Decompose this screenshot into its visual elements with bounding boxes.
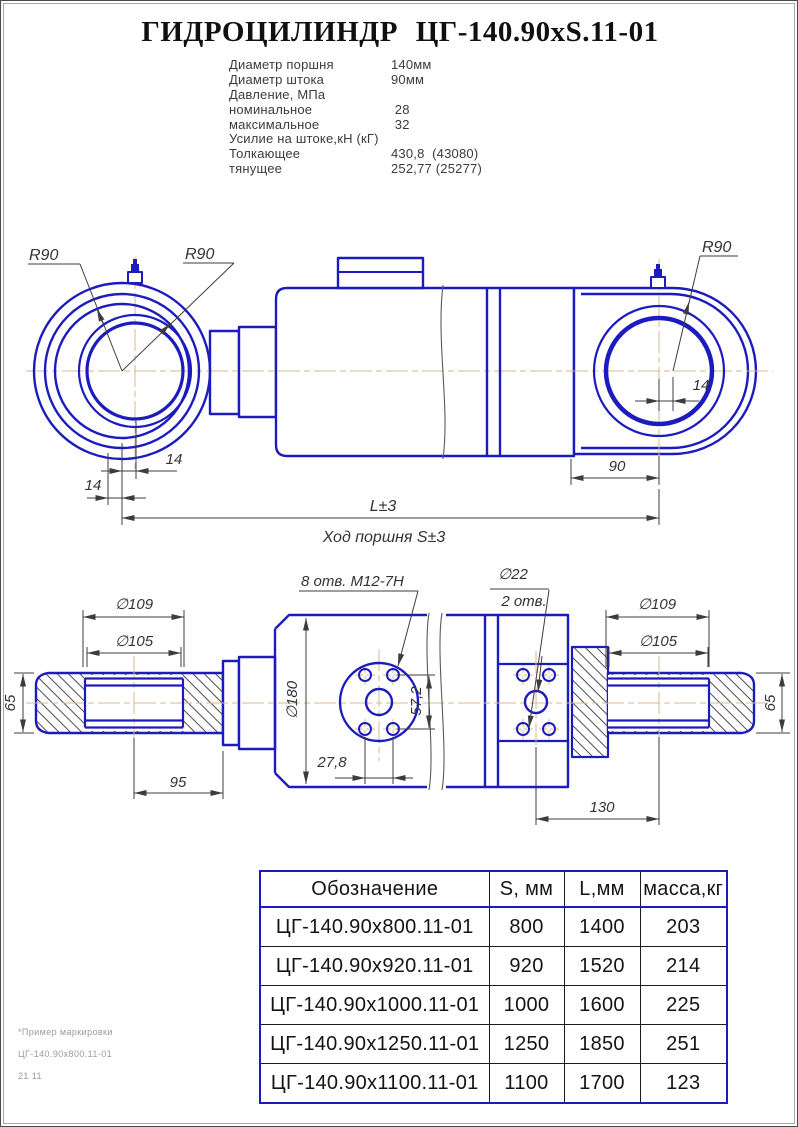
table-cell: ЦГ-140.90x1100.11-01	[260, 1064, 489, 1104]
grease-fitting-left-nipple	[133, 259, 137, 265]
table-row	[260, 907, 727, 947]
section-view-break-lines	[427, 613, 444, 790]
table-cell: 1400	[564, 907, 640, 947]
rod-neck-collar	[210, 331, 239, 414]
spec-value: 32	[391, 116, 410, 132]
table-cell: ЦГ-140.90x1000.11-01	[260, 986, 489, 1025]
dim-stroke-label: Ход поршня S±3	[322, 529, 446, 546]
marking-note-line: *Пример маркировки	[18, 1027, 113, 1037]
dim-65-left: 65	[2, 694, 19, 712]
spec-value: 28	[391, 101, 410, 117]
dim-d109-right: ∅109	[637, 596, 677, 613]
table-cell: 1600	[564, 986, 640, 1025]
grease-fitting-right-cap	[654, 269, 662, 278]
dim-length-label: L±3	[369, 498, 397, 515]
dim-57-2: 57,2	[408, 686, 425, 716]
table-cell: ЦГ-140.90x920.11-01	[260, 947, 489, 986]
table-cell: 203	[640, 907, 727, 947]
dim-d180: ∅180	[284, 680, 301, 720]
table-cell: 214	[640, 947, 727, 986]
spec-value: 430,8 (43080)	[391, 146, 479, 162]
dim-d105-right: ∅105	[638, 633, 678, 650]
rod-neck-spacer	[239, 327, 276, 417]
table-cell: 1520	[564, 947, 640, 986]
table-row	[260, 986, 727, 1025]
top-view-outline	[210, 258, 756, 456]
label-bolt-holes: 8 отв. М12-7Н	[301, 573, 404, 590]
table-cell: 225	[640, 986, 727, 1025]
size-table	[259, 870, 728, 1104]
table-cell: 1250	[489, 1025, 564, 1064]
dim-r90-left-outer-label: R90	[29, 247, 59, 264]
spec-value: 90мм	[391, 71, 425, 87]
dim-130: 130	[589, 799, 615, 816]
spec-label: тянущее	[229, 161, 283, 177]
dim-14-right-label: 14	[692, 377, 710, 394]
dim-r90-right-label: R90	[702, 239, 732, 256]
dim-95: 95	[169, 774, 187, 791]
grease-fitting-right	[651, 277, 665, 288]
spec-value: 252,77 (25277)	[391, 161, 482, 177]
table-header-cell: масса,кг	[640, 871, 727, 907]
label-pin-hole-dia: ∅22	[498, 566, 528, 583]
spec-label: Диаметр штока	[229, 71, 325, 87]
spec-label: Усилие на штоке,кН (кГ)	[229, 131, 379, 147]
label-pin-hole-count: 2 отв.	[501, 593, 547, 610]
grease-fitting-left	[128, 272, 142, 283]
drawing-title: ГИДРОЦИЛИНДР ЦГ-140.90xS.11-01	[141, 16, 659, 48]
table-cell: 123	[640, 1064, 727, 1104]
cylinder-barrel	[276, 288, 574, 456]
table-header-cell: Обозначение	[260, 871, 489, 907]
spec-label: номинальное	[229, 101, 313, 117]
dim-65-right: 65	[762, 694, 779, 712]
table-cell: ЦГ-140.90x1250.11-01	[260, 1025, 489, 1064]
dim-27-8: 27,8	[317, 754, 347, 771]
grease-fitting-right-nipple	[656, 264, 660, 270]
table-cell: 1000	[489, 986, 564, 1025]
dim-d105-left: ∅105	[114, 633, 154, 650]
table-header-cell: L,мм	[564, 871, 640, 907]
table-cell: 1850	[564, 1025, 640, 1064]
dim-14-left-b-label: 14	[84, 477, 102, 494]
spec-label: максимальное	[229, 116, 320, 132]
dim-14-left-a-label: 14	[165, 451, 183, 468]
table-row	[260, 1025, 727, 1064]
marking-note-line: ЦГ-140.90x800.11-01	[18, 1049, 113, 1059]
spec-label: Давление, МПа	[229, 86, 326, 102]
table-cell: 920	[489, 947, 564, 986]
spec-label: Толкающее	[229, 146, 301, 162]
dim-90-label: 90	[608, 458, 626, 475]
marking-note-line: 21 11	[18, 1071, 42, 1081]
table-row	[260, 1064, 727, 1104]
table-cell: 251	[640, 1025, 727, 1064]
table-cell: 800	[489, 907, 564, 947]
grease-fitting-left-cap	[131, 264, 139, 273]
right-boss-section	[572, 647, 608, 757]
dim-r90-left-inner-label: R90	[185, 246, 215, 263]
dim-d109-left: ∅109	[114, 596, 154, 613]
table-row	[260, 947, 727, 986]
table-header-cell: S, мм	[489, 871, 564, 907]
marking-note	[18, 1027, 113, 1093]
table-header-row	[260, 871, 727, 907]
spec-label: Диаметр поршня	[229, 57, 334, 72]
spec-value: 140мм	[391, 57, 432, 72]
head-block-section	[446, 615, 568, 787]
table-cell: 1700	[564, 1064, 640, 1104]
table-cell: 1100	[489, 1064, 564, 1104]
table-cell: ЦГ-140.90x800.11-01	[260, 907, 489, 947]
